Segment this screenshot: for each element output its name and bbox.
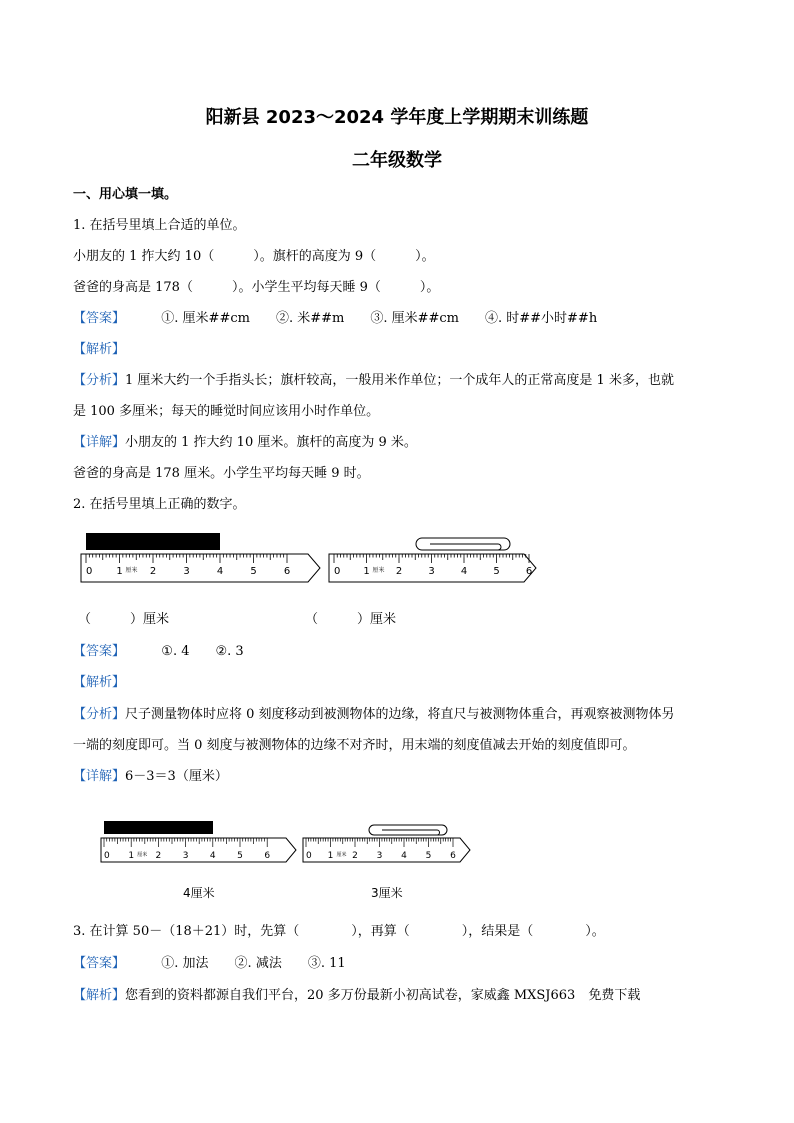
ruler-number: 5 (250, 566, 257, 577)
q2-blank-2: （ ）厘米 (305, 612, 397, 627)
ruler-unit: 厘米 (336, 852, 347, 858)
ruler-figure-4 (300, 818, 475, 866)
ruler-number: 4 (460, 566, 468, 577)
xiangjie-tag: 【详解】 (73, 769, 126, 784)
q1-fenxi-2: 是 100 多厘米；每天的睡觉时间应该用小时作单位。 (73, 404, 380, 419)
analysis-tag: 【解析】 (73, 342, 126, 357)
ruler-number: 3 (428, 566, 435, 577)
ruler-number: 5 (493, 566, 500, 577)
q1-answer-row (73, 307, 597, 326)
q1-answer: ①. 厘米##cm ②. 米##m ③. 厘米##cm ④. 时##小时##h (161, 311, 598, 326)
q3-answer-row (73, 952, 346, 971)
fenxi-tag: 【分析】 (73, 707, 126, 722)
ruler-number: 2 (149, 566, 157, 577)
ruler-figure-2 (326, 530, 546, 586)
ruler-number: 1 (363, 566, 370, 577)
xiangjie-tag: 【详解】 (73, 435, 126, 450)
q3-answer: ①. 加法 ②. 减法 ③. 11 (161, 956, 346, 971)
ruler-number: 5 (237, 851, 243, 861)
ruler-number: 1 (116, 566, 123, 577)
q3-analysis-row (73, 984, 640, 1003)
ruler-number: 0 (306, 851, 312, 861)
q3-stem: 3. 在计算 50－（18＋21）时，先算（ ），再算（ ），结果是（ ）。 (73, 924, 605, 939)
q2-fenxi-1 (73, 703, 675, 722)
q1-fenxi-1 (73, 369, 674, 388)
ruler-number: 1 (128, 851, 135, 861)
ruler-number: 0 (86, 566, 93, 577)
ruler-figure-1 (78, 530, 323, 586)
ruler-number: 6 (264, 851, 271, 861)
q2-stem: 2. 在括号里填上正确的数字。 (73, 497, 246, 512)
ruler-number: 4 (209, 851, 216, 861)
q1-line2: 爸爸的身高是 178（ ）。小学生平均每天睡 9（ ）。 (73, 280, 440, 295)
fenxi-tag: 【分析】 (73, 373, 126, 388)
page-subtitle: 二年级数学 (352, 150, 442, 171)
ruler-number: 1 (327, 851, 334, 861)
q1-xiangjie-text-1: 小朋友的 1 拃大约 10 厘米。旗杆的高度为 9 米。 (125, 435, 417, 450)
paperclip-icon (416, 538, 510, 550)
ruler-number: 6 (450, 851, 456, 861)
ruler-number: 2 (395, 566, 403, 577)
q2-xiangjie (73, 765, 228, 784)
analysis-tag: 【解析】 (73, 988, 126, 1003)
q2-answer-row (73, 640, 244, 659)
q1-line1: 小朋友的 1 拃大约 10（ ）。旗杆的高度为 9（ ）。 (73, 249, 435, 264)
ruler-number: 3 (376, 851, 383, 861)
section-heading: 一、用心填一填。 (73, 187, 178, 202)
watermark-text: 您看到的资料都源自我们平台，20 多万份最新小初高试卷，家威鑫 MXSJ663 免费下载 (125, 988, 641, 1003)
ruler-number: 6 (283, 566, 291, 577)
ruler-number: 3 (182, 851, 189, 861)
page-title: 阳新县 2023～2024 学年度上学期期末训练题 (205, 107, 589, 128)
ruler-number: 4 (216, 566, 224, 577)
q1-fenxi-text-1: 1 厘米大约一个手指头长；旗杆较高，一般用米作单位；一个成年人的正常高度是 1 米多，也就 (125, 373, 674, 388)
ruler-unit: 厘米 (137, 852, 148, 858)
ruler-unit: 厘米 (125, 567, 138, 574)
q1-stem: 1. 在括号里填上合适的单位。 (73, 218, 246, 233)
q2-xiangjie-text: 6－3＝3（厘米） (125, 769, 228, 784)
ruler-figure-3 (98, 818, 298, 866)
ruler-label-2: 3厘米 (371, 886, 403, 900)
answer-tag: 【答案】 (73, 956, 126, 971)
black-bar (86, 533, 220, 550)
ruler-number: 0 (104, 851, 110, 861)
answer-tag: 【答案】 (73, 644, 126, 659)
ruler-number: 4 (401, 851, 407, 861)
ruler-unit: 厘米 (372, 567, 385, 574)
q2-fenxi-text-1: 尺子测量物体时应将 0 刻度移动到被测物体的边缘，将直尺与被测物体重合，再观察被测物体另 (125, 707, 675, 722)
q1-xiangjie-2: 爸爸的身高是 178 厘米。小学生平均每天睡 9 时。 (73, 466, 370, 481)
ruler-label-1: 4厘米 (183, 886, 215, 900)
ruler-number: 2 (155, 851, 162, 861)
q2-blank-1: （ ）厘米 (78, 612, 170, 627)
q2-answer: ①. 4 ②. 3 (161, 644, 244, 659)
ruler-number: 5 (425, 851, 432, 861)
ruler-number: 0 (334, 566, 341, 577)
analysis-tag: 【解析】 (73, 675, 126, 690)
q1-xiangjie-1 (73, 431, 417, 450)
ruler-number: 3 (183, 566, 190, 577)
ruler-number: 6 (525, 566, 533, 577)
q2-fenxi-2: 一端的刻度即可。当 0 刻度与被测物体的边缘不对齐时，用末端的刻度值减去开始的刻度值即可。 (73, 738, 636, 753)
answer-tag: 【答案】 (73, 311, 126, 326)
ruler-number: 2 (352, 851, 358, 861)
paperclip-icon (369, 825, 447, 835)
